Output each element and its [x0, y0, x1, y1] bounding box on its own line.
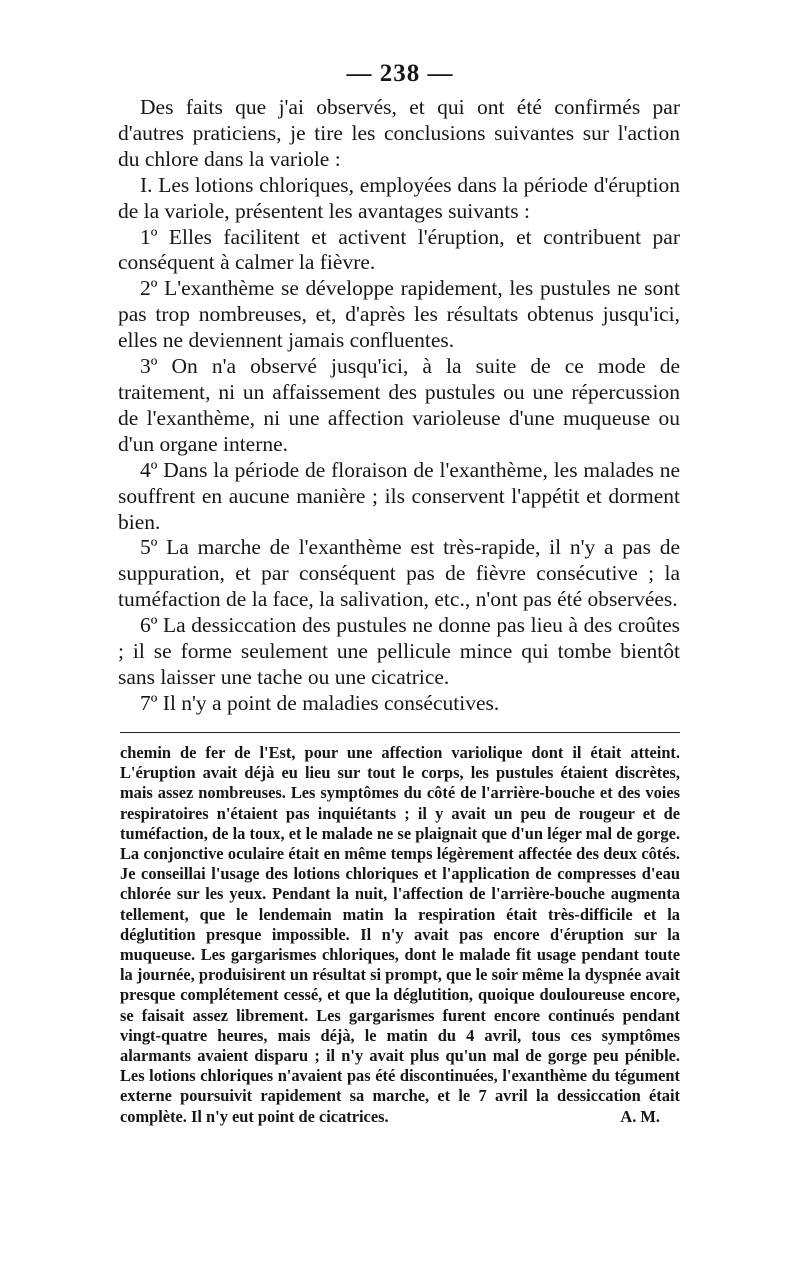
footnote — [120, 743, 680, 1127]
main-text — [118, 95, 680, 717]
page-number: — 238 — — [346, 60, 454, 87]
paragraph-point-2: 2º L'exanthème se développe rapidement, les pustules ne sont pas trop nombreuses, et, d'après les résultats obtenus jusqu'ici, elles ne deviennent jamais confluentes. — [118, 276, 680, 353]
footnote-body: chemin de fer de l'Est, pour une affection variolique dont il était atteint. L'éruption avait déjà eu lieu sur tout le corps, les pustules étaient discrètes, mais assez nombreuses. Les symptômes du côté de l'arrière-bouche et des voies respiratoires n'étaient pas inquiétants ; il y avait un peu de rougeur et de tuméfaction, de la toux, et le malade ne se plaignait que d'un léger mal de gorge. La conjonctive oculaire était en même temps légèrement affectée des deux côtés. Je conseillai l'usage des lotions chloriques et l'application de compresses d'eau chlorée sur les yeux. Pendant la nuit, l'affection de l'arrière-bouche augmenta tellement, que le lendemain matin la respiration était très-difficile et la déglutition presque impossible. Il n'y avait pas encore d'éruption sur la muqueuse. Les gargarismes chloriques, dont le malade fit usage pendant toute la journée, produisirent un résultat si prompt, que le soir même la dyspnée avait presque complétement cessé, et que la déglutition, quoique douloureuse encore, se faisait assez librement. Les gargarismes furent encore continués pendant vingt-quatre heures, mais déjà, le matin du 4 avril, tous ces symptômes alarmants avaient disparu ; il n'y avait plus qu'un mal de gorge peu pénible. Les lotions chloriques n'avaient pas été discontinuées, l'exanthème du tégument externe poursuivit rapidement sa marche, et le 7 avril la dessiccation était complète. Il n'y eut point de cicatrices. — [120, 743, 680, 1126]
paragraph-section-1: I. Les lotions chloriques, employées dans la période d'éruption de la variole, présentent les avantages suivants : — [118, 172, 680, 223]
paragraph-point-1: 1º Elles facilitent et activent l'éruption, et contribuent par conséquent à calmer la fièvre. — [118, 224, 680, 275]
footnote-separator — [120, 732, 680, 733]
footnote-signature: A. M. — [620, 1106, 660, 1126]
paragraph-point-7: 7º Il n'y a point de maladies consécutives. — [140, 690, 500, 715]
paragraph-point-5: 5º La marche de l'exanthème est très-rapide, il n'y a pas de suppuration, et par conséquent pas de fièvre consécutive ; la tuméfaction de la face, la salivation, etc., n'ont pas été observées. — [118, 535, 680, 612]
paragraph-intro: Des faits que j'ai observés, et qui ont été confirmés par d'autres praticiens, je tire les conclusions suivantes sur l'action du chlore dans la variole : — [118, 95, 680, 171]
paragraph-point-4: 4º Dans la période de floraison de l'exanthème, les malades ne souffrent en aucune manière ; ils conservent l'appétit et dorment bien. — [118, 457, 680, 534]
paragraph-point-6: 6º La dessiccation des pustules ne donne pas lieu à des croûtes ; il se forme seulement une pellicule mince qui tombe bientôt sans laisser une tache ou une cicatrice. — [118, 613, 680, 689]
footnote-text — [120, 743, 680, 1127]
paragraph-point-3: 3º On n'a observé jusqu'ici, à la suite de ce mode de traitement, ni un affaissement des pustules ou une répercussion de l'exanthème, ni une affection varioleuse d'une muqueuse ou d'un organe interne. — [118, 354, 680, 456]
